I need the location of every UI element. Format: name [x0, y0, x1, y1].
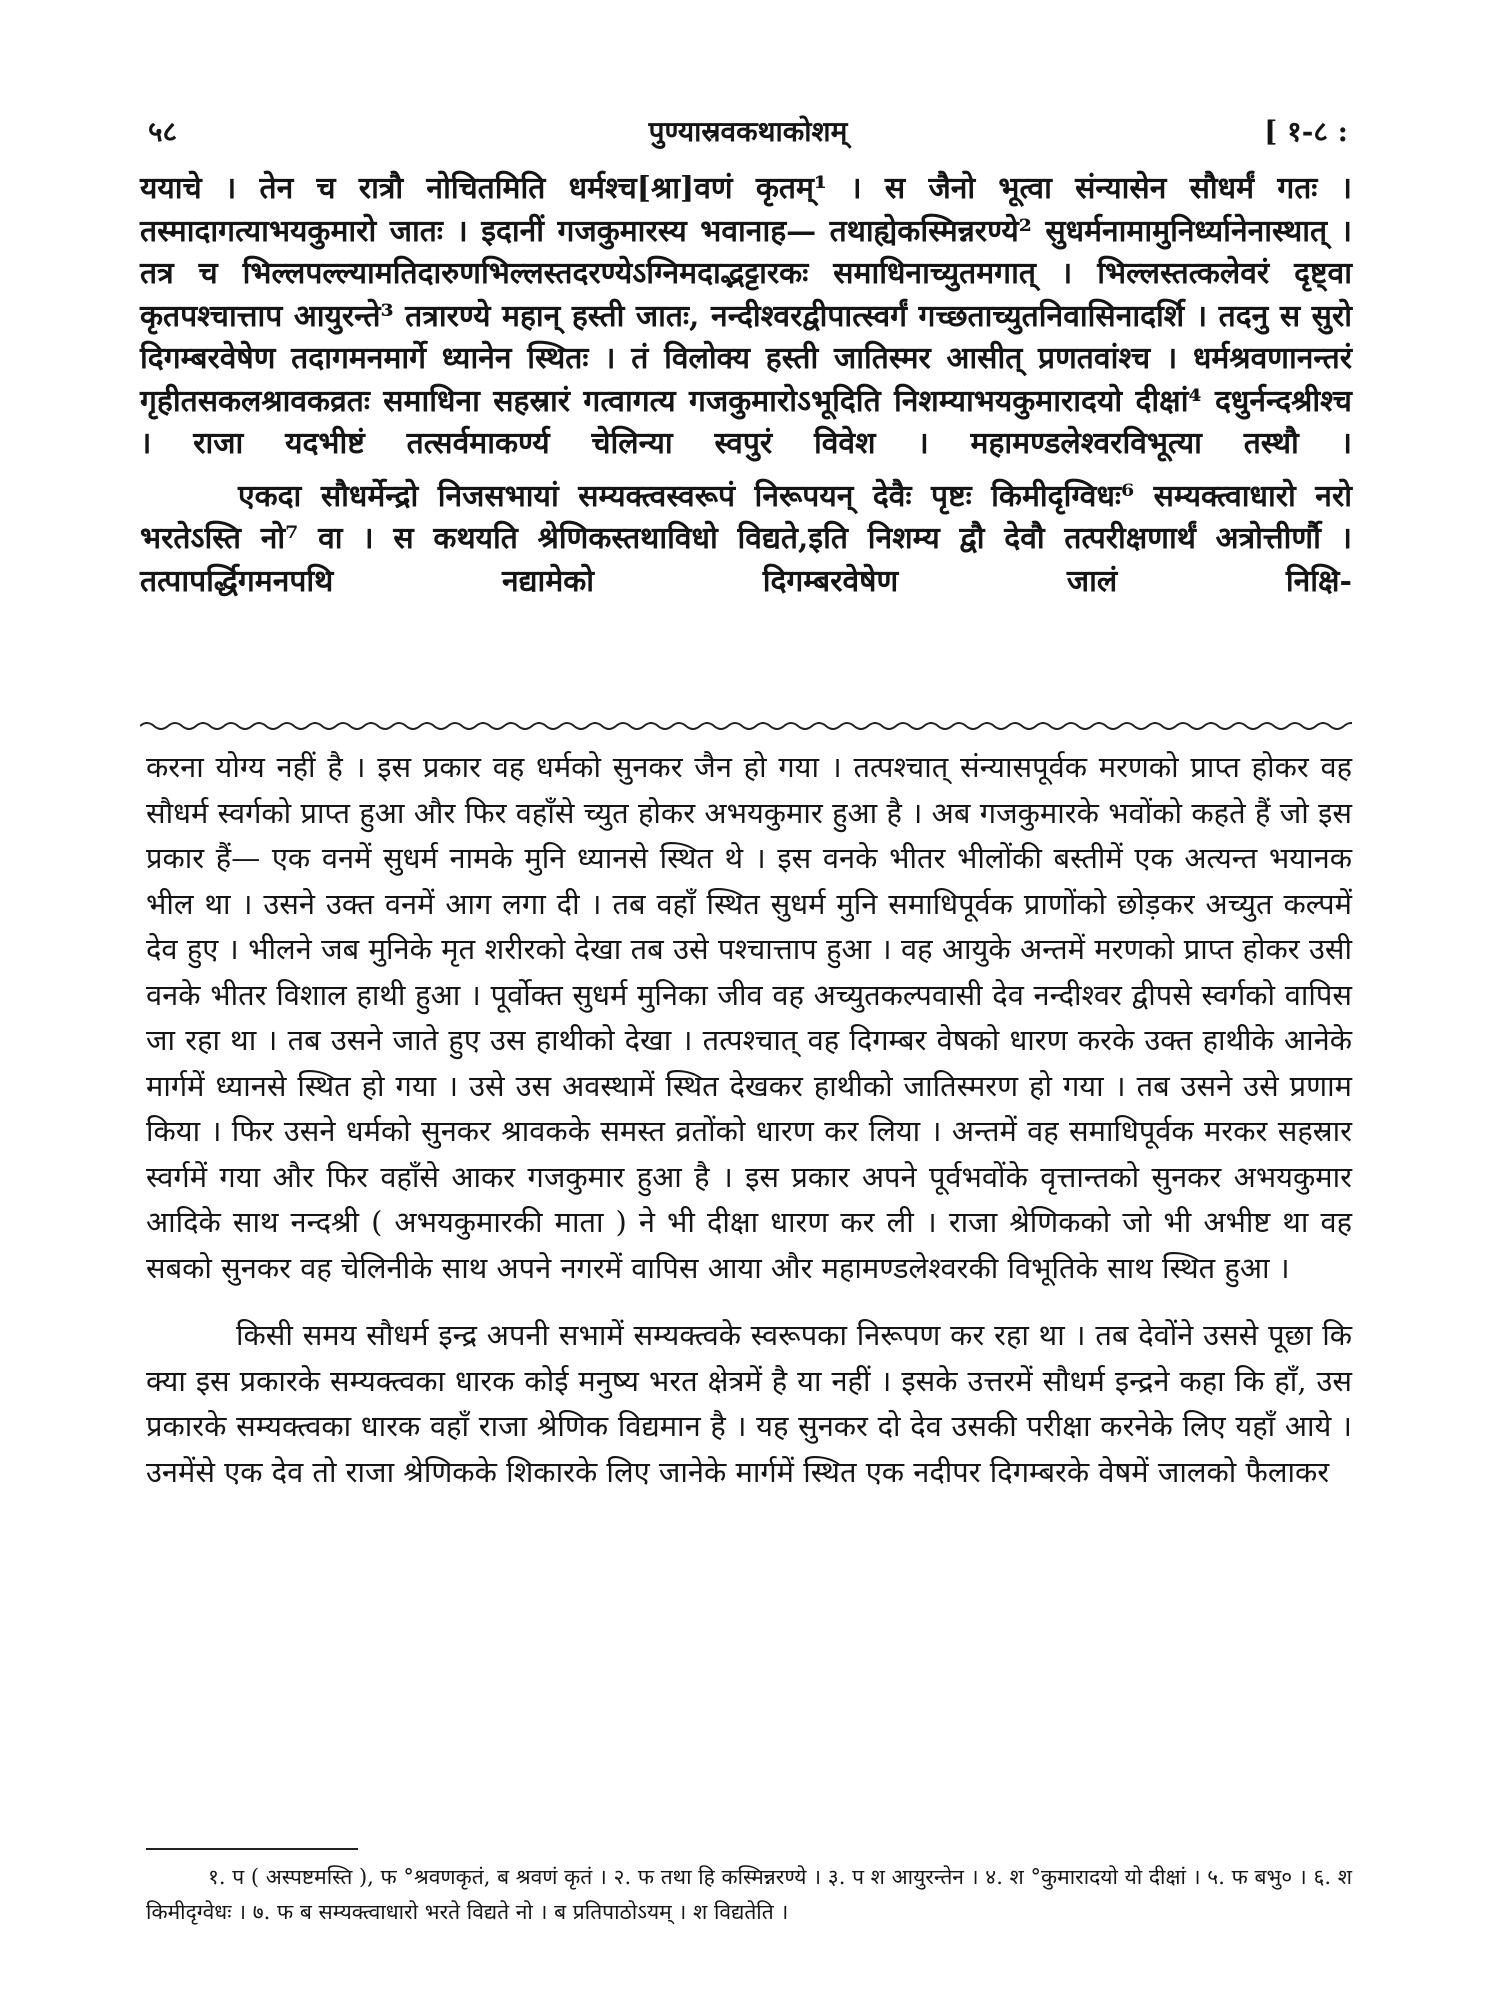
book-title: पुण्यास्रवकथाकोशम् — [648, 115, 848, 148]
running-header — [148, 108, 1348, 158]
sanskrit-paragraph: ययाचे । तेन च रात्रौ नोचितमिति धर्मश्च[श्रा]वणं कृतम्¹ । स जैनो भूत्वा संन्यासेन सौधर्मं गतः । तस्मादागत्याभयकुमारो जातः । इदानीं गजकुमारस्य भवानाह— तथाह्येकस्मिन्नरण्ये² सुधर्मनामामुनिर्ध्यानेनास्थात् । तत्र च भिल्लपल्ल्यामतिदारुणभिल्लस्तदरण्येऽग्निमदाद्भट्टारकः समाधिनाच्युतमगात् । भिल्लस्तत्कलेवरं दृष्ट्वा कृतपश्चात्ताप आयुरन्ते³ तत्रारण्ये महान् हस्ती जातः, नन्दीश्वरद्वीपात्स्वर्गं गच्छताच्युतनिवासिनादर्शि । तदनु स सुरो दिगम्बरवेषेण तदागमनमार्गे ध्यानेन स्थितः । तं विलोक्य हस्ती जातिस्मर आसीत् प्रणतवांश्च । धर्मश्रवणानन्तरं गृहीतसकलश्रावकव्रतः समाधिना सहस्रारं गत्वागत्य गजकुमारोऽभूदिति निशम्याभयकुमारादयो दीक्षां⁴ दधुर्नन्दश्रीश्च । राजा यदभीष्टं तत्सर्वमाकर्ण्य चेलिन्या स्वपुरं विवेश । महामण्डलेश्वरविभूत्या तस्थौ । — [140, 171, 1352, 461]
footnotes — [146, 1860, 1352, 1930]
hindi-paragraph: किसी समय सौधर्म इन्द्र अपनी सभामें सम्यक्त्वके स्वरूपका निरूपण कर रहा था । तब देवोंने उससे पूछा कि क्या इस प्रकारके सम्यक्त्वका धारक कोई मनुष्य भरत क्षेत्रमें है या नहीं । इसके उत्तरमें सौधर्म इन्द्रने कहा कि हाँ, उस प्रकारके सम्यक्त्वका धारक वहाँ राजा श्रेणिक विद्यमान है । यह सुनकर दो देव उसकी परीक्षा करनेके लिए यहाँ आये । उनमेंसे एक देव तो राजा श्रेणिकके शिकारके लिए जानेके मार्गमें स्थित एक नदीपर दिगम्बरके वेषमें जालको फैलाकर — [146, 1318, 1352, 1489]
hindi-translation — [146, 745, 1352, 1495]
page-number: ५८ — [148, 115, 178, 148]
footnote-rule — [146, 1848, 358, 1850]
hindi-paragraph: करना योग्य नहीं है । इस प्रकार वह धर्मको सुनकर जैन हो गया । तत्पश्चात् संन्यासपूर्वक मरणको प्राप्त होकर वह सौधर्म स्वर्गको प्राप्त हुआ और फिर वहाँसे च्युत होकर अभयकुमार हुआ है । अब गजकुमारके भवोंको कहते हैं जो इस प्रकार हैं— एक वनमें सुधर्म नामके मुनि ध्यानसे स्थित थे । इस वनके भीतर भीलोंकी बस्तीमें एक अत्यन्त भयानक भील था । उसने उक्त वनमें आग लगा दी । तब वहाँ स्थित सुधर्म मुनि समाधिपूर्वक प्राणोंको छोड़कर अच्युत कल्पमें देव हुए । भीलने जब मुनिके मृत शरीरको देखा तब उसे पश्चात्ताप हुआ । वह आयुके अन्तमें मरणको प्राप्त होकर उसी वनके भीतर विशाल हाथी हुआ । पूर्वोक्त सुधर्म मुनिका जीव वह अच्युतकल्पवासी देव नन्दीश्वर द्वीपसे स्वर्गको वापिस जा रहा था । तब उसने जाते हुए उस हाथीको देखा । तत्पश्चात् वह दिगम्बर वेषको धारण करके उक्त हाथीके आनेके मार्गमें ध्यानसे स्थित हो गया । उसे उस अवस्थामें स्थित देखकर हाथीको जातिस्मरण हो गया । तब उसने उसे प्रणाम किया । फिर उसने धर्मको सुनकर श्रावकके समस्त व्रतोंको धारण कर लिया । अन्तमें वह समाधिपूर्वक मरकर सहस्रार स्वर्गमें गया और फिर वहाँसे आकर गजकुमार हुआ है । इस प्रकार अपने पूर्वभवोंके वृत्तान्तको सुनकर अभयकुमार आदिके साथ नन्दश्री ( अभयकुमारकी माता ) ने भी दीक्षा धारण कर ली । राजा श्रेणिकको जो भी अभीष्ट था वह सबको सुनकर वह चेलिनीके साथ अपने नगरमें वापिस आया और महामण्डलेश्वरकी विभूतिके साथ स्थित हुआ । — [146, 750, 1352, 1285]
sanskrit-paragraph: एकदा सौधर्मेन्द्रो निजसभायां सम्यक्त्वस्वरूपं निरूपयन् देवैः पृष्टः किमीदृग्विधः⁶ सम्यक्त्वाधारो नरो भरतेऽस्ति नो⁷ वा । स कथयति श्रेणिकस्तथाविधो विद्यते,इति निशम्य द्वौ देवौ तत्परीक्षणार्थं अत्रोत्तीर्णौ । तत्पापर्द्धिगमनपथि नद्यामेको दिगम्बरवेषेण जालं निक्षि- — [140, 478, 1352, 599]
wavy-separator — [140, 719, 1352, 733]
section-reference: [ १-८ : — [1264, 115, 1348, 148]
sanskrit-text — [140, 168, 1352, 603]
footnote-text: १. प ( अस्पष्टमस्ति ), फ °श्रवणकृतं, ब श्रवणं कृतं । २. फ तथा हि कस्मिन्नरण्ये । ३. प श आयुरन्तेन । ४. श °कुमारादयो यो दीक्षां । ५. फ बभु० । ६. श किमीदृग्वेधः । ७. फ ब सम्यक्त्वाधारो भरते विद्यते नो । ब प्रतिपाठोऽयम् । श विद्यतेति । — [146, 1865, 1352, 1924]
